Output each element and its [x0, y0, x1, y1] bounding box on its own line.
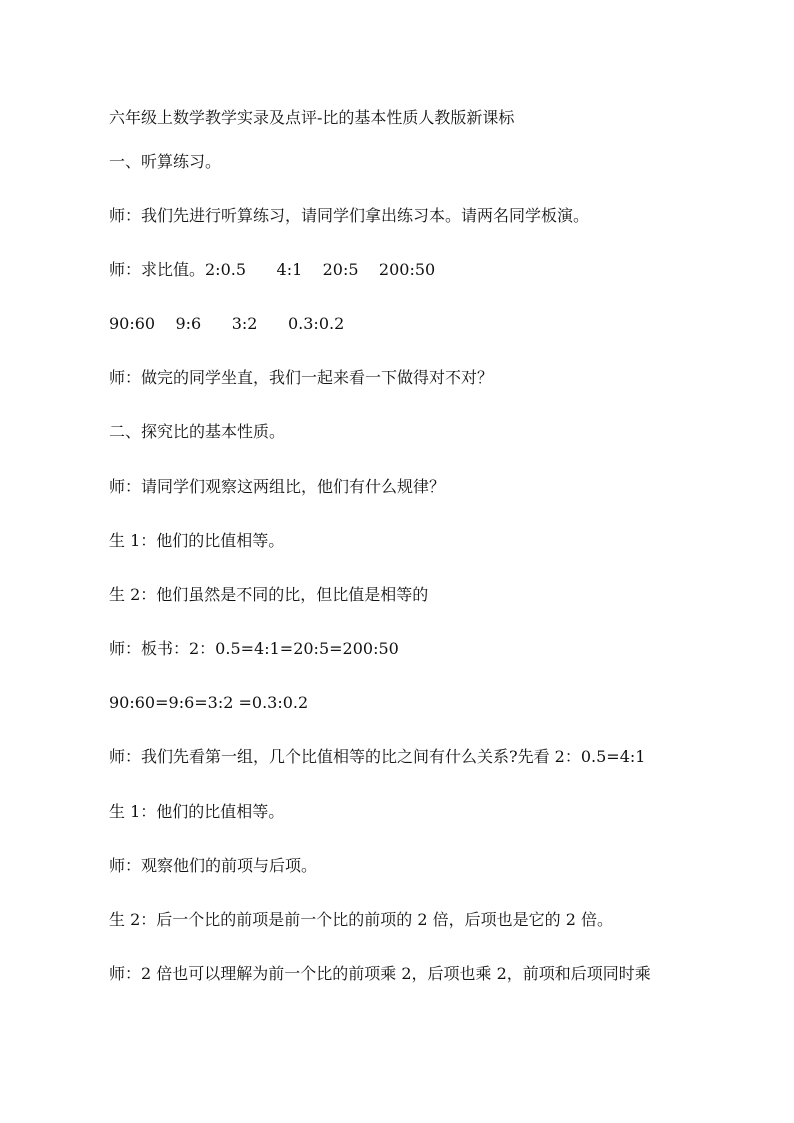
section-heading-1: 一、听算练习。	[109, 152, 222, 171]
paragraph: 师：2 倍也可以理解为前一个比的前项乘 2，后项也乘 2，前项和后项同时乘	[109, 964, 651, 983]
paragraph: 师：请同学们观察这两组比，他们有什么规律？	[109, 477, 446, 496]
paragraph: 师：做完的同学坐直，我们一起来看一下做得对不对？	[109, 368, 494, 387]
paragraph: 90:60 9:6 3:2 0.3:0.2	[109, 314, 345, 333]
paragraph: 生 2：后一个比的前项是前一个比的前项的 2 倍，后项也是它的 2 倍。	[109, 910, 613, 929]
paragraph: 师：板书：2：0.5=4:1=20:5=200:50	[109, 639, 399, 658]
document-title: 六年级上数学教学实录及点评-比的基本性质人教版新课标	[109, 108, 515, 127]
paragraph: 生 1：他们的比值相等。	[109, 531, 285, 550]
paragraph: 师：我们先看第一组，几个比值相等的比之间有什么关系?先看 2：0.5=4:1	[109, 747, 646, 766]
paragraph: 生 1：他们的比值相等。	[109, 802, 285, 821]
paragraph: 师：我们先进行听算练习，请同学们拿出练习本。请两名同学板演。	[109, 206, 590, 225]
paragraph: 生 2：他们虽然是不同的比，但比值是相等的	[109, 585, 429, 604]
paragraph: 90:60=9:6=3:2 =0.3:0.2	[109, 693, 309, 712]
section-heading-2: 二、探究比的基本性质。	[109, 422, 286, 441]
paragraph: 师：求比值。2:0.5 4:1 20:5 200:50	[109, 260, 436, 279]
paragraph: 师：观察他们的前项与后项。	[109, 856, 318, 875]
